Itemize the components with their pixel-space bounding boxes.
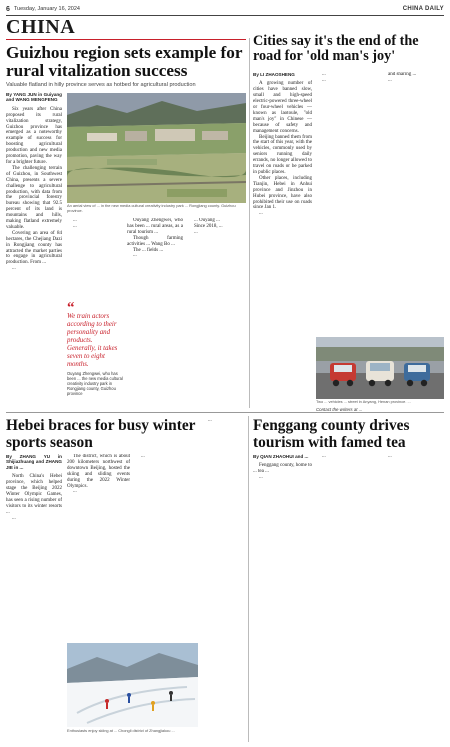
paragraph: ...: [133, 253, 137, 259]
fenggang-column-2: [316, 454, 378, 742]
page-header: [6, 4, 444, 14]
page-number-date: [6, 6, 80, 13]
right-photo-caption-text: Two ... vehicles ... street in Anyang, Henan province. ...: [316, 399, 411, 404]
hebei-column-3: [135, 454, 198, 640]
newspaper-brand: CHINA DAILY: [402, 6, 444, 12]
hebei-photo: [67, 643, 198, 727]
fenggang-headline: Fenggang county drives tourism with famed tea: [253, 417, 410, 451]
lead-subhead: Valuable flatland in hilly province serves as hotbed for agricultural production: [6, 82, 196, 88]
paragraph: ...: [73, 218, 77, 223]
skiing-photo-illustration: [67, 643, 198, 727]
right-headline: Cities say it's the end of the road for 'old man's joy': [253, 33, 419, 65]
right-contact-line: Contact the writers at ...: [316, 406, 363, 412]
paragraph: ...: [73, 489, 77, 495]
paragraph: The district, which is about 200 kilometers northwest of downtown Beijing, hosted the skiing and sliding events during the 2022 Winter Olympics.: [67, 454, 130, 489]
paragraph: ...: [259, 475, 263, 481]
paragraph: Fenggang county, home to ... tea ...: [253, 463, 312, 475]
pull-quote: [67, 300, 123, 397]
paragraph: ...: [322, 77, 326, 83]
lead-byline: By YANG JUN in Guiyang and WANG MENGFENG: [6, 92, 62, 103]
paragraph: North China's Hebei province, which helped stage the Beijing 2022 Winter Olympic Games, has seen a rising number of visitors to its winter resorts ...: [6, 474, 62, 515]
lead-column-1: [6, 92, 62, 408]
hebei-column-4: [202, 418, 244, 740]
right-column-1: [253, 72, 312, 334]
paragraph: The ... fields ...: [133, 247, 164, 253]
paragraph: ...: [322, 72, 326, 77]
paragraph: ...: [141, 454, 145, 459]
hebei-byline: By ZHANG YU in Shijiazhuang and ZHANG JIE in ...: [6, 454, 62, 470]
paragraph: Ouyang Zhengwei, who has been ... rural areas, as a rural tourism ...: [127, 218, 183, 235]
column-divider: [248, 416, 249, 742]
quote-mark-icon: “: [67, 300, 75, 316]
pull-quote-text: We train actors according to their personality and products. Generally, it takes seven to eight months.: [67, 313, 118, 368]
paragraph: and sharing ...: [388, 72, 417, 77]
paragraph: ...: [12, 515, 16, 521]
section-divider: [6, 412, 444, 413]
lead-photo-caption: An aerial view of ... in the new media cultural creativity industry park ... Rongjiang county. Guizhou province.: [67, 203, 236, 213]
lead-headline: Guizhou region sets example for rural vitalization success: [6, 43, 243, 80]
fenggang-column-1: [253, 454, 312, 742]
paragraph: ...: [388, 77, 392, 83]
fenggang-column-3: [382, 454, 444, 742]
hebei-photo-caption: Enthusiasts enjoy skiing at ... Chongli district of Zhangjiakou ...: [67, 728, 175, 733]
column-divider: [249, 38, 250, 408]
paragraph: ...: [259, 211, 263, 217]
paragraph: Other places, including Tianjin, Hebei in Anhui province and Jinzhou in Hubei province, have also prohibited their use on roads since Jan 1.: [253, 175, 312, 211]
paragraph: Though farming activities ... Wang Bo ...: [127, 235, 183, 247]
paragraph: ...: [322, 454, 326, 459]
right-column-2: [316, 72, 378, 334]
hebei-column-2: [67, 454, 130, 640]
right-photo: [316, 337, 444, 399]
paragraph: Beijing banned them from the start of this year, with the vehicles, commonly used by seniors running daily errands, no longer allowed to travel on roads or be parked in public places.: [253, 134, 312, 175]
paragraph: ...: [12, 266, 16, 272]
section-accent-bar: [6, 39, 246, 40]
pull-quote-attribution: Ouyang Zhengwei, who has been ... the new media cultural creativity industry park in Rongjiang county, Guizhou province: [67, 371, 123, 396]
section-title: CHINA: [6, 16, 76, 38]
lead-column-4: [188, 218, 246, 408]
issue-date: Tuesday, January 16, 2024: [13, 6, 80, 12]
lead-photo: [67, 93, 246, 203]
paragraph: A growing number of cities have banned slow, small and high-speed electric-powered three-wheel or four-wheel vehicles — known as laotoule, "old man's joy" in Chinese — because of safety and management concerns.: [253, 81, 312, 134]
right-byline: By LI ZHAOSHENG: [253, 72, 295, 77]
paragraph: ...: [194, 229, 198, 235]
paragraph: ...: [208, 418, 212, 423]
fenggang-byline: By QIAN ZHAOHUI and ...: [253, 454, 309, 459]
hebei-headline: Hebei braces for busy winter sports season: [6, 417, 196, 451]
page-number: 6: [6, 5, 10, 13]
paragraph: Covering an area of 84 hectares, the Chejiang Dazi in Rongjiang county has attracted the market parties to engage in agricultural production. From ...: [6, 230, 62, 266]
paragraph: ... Ouyang ...: [194, 218, 220, 223]
lead-column-3: [127, 218, 183, 408]
paragraph: Six years after China proposed its rural vitalization strategy, Guizhou province has emerged as a noteworthy example of success for boosting agricultural production and new media promotion, paving the way for a brighter future.: [6, 106, 62, 165]
paragraph: The challenging terrain of Guizhou, in Southwest China, presents a severe challenge to agricultural production, with data from the provincial forestry bureau showing that 92.5 percent of its land is mountains and hills, making flatland extremely valuable.: [6, 165, 62, 230]
paragraph: ...: [388, 454, 392, 459]
hebei-column-1: [6, 454, 62, 740]
aerial-photo-illustration: [67, 93, 246, 203]
paragraph: ...: [73, 223, 77, 229]
right-column-3: [382, 72, 444, 334]
right-photo-caption: [316, 400, 444, 412]
street-vehicles-photo-illustration: [316, 337, 444, 399]
paragraph: Since 2018, ...: [194, 223, 223, 229]
